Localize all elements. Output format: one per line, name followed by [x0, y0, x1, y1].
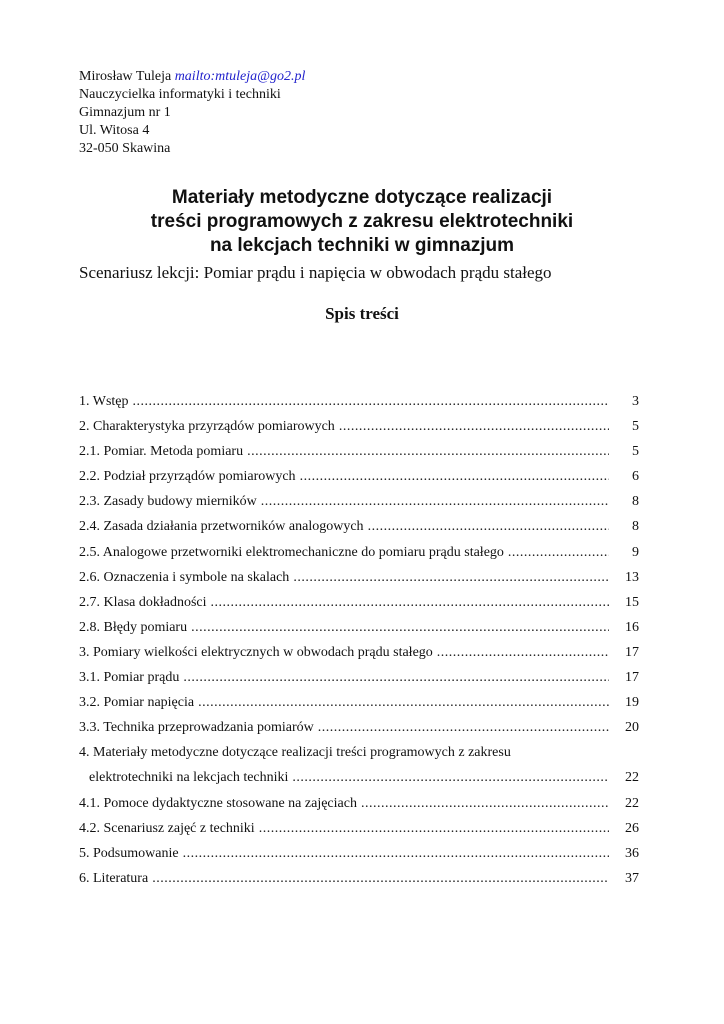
toc-entry-title: 2.7. Klasa dokładności .....: [79, 593, 609, 613]
toc-entry[interactable]: [79, 819, 644, 844]
toc-entry[interactable]: [79, 568, 644, 593]
toc-entry-page: 13: [625, 569, 639, 585]
document-title: [40, 186, 684, 258]
toc-entry[interactable]: [79, 718, 644, 743]
toc-entry[interactable]: [79, 618, 644, 643]
author-school: Gimnazjum nr 1: [79, 105, 171, 120]
title-line-2: treści programowych z zakresu elektrotechniki: [150, 211, 574, 232]
toc-entry[interactable]: [79, 593, 644, 618]
toc-entry-page: 3: [632, 394, 639, 409]
toc-entry-page: 8: [632, 519, 639, 535]
author-block: [79, 68, 305, 158]
author-email-link[interactable]: mailto:mtuleja@go2.pl: [174, 69, 306, 84]
table-of-contents: [79, 392, 644, 894]
toc-entry[interactable]: [79, 693, 644, 718]
toc-entry[interactable]: [79, 844, 644, 869]
toc-entry-title: 6. Literatura .....: [79, 869, 609, 889]
toc-entry-title: 4.2. Scenariusz zajęć z techniki .....: [79, 819, 609, 839]
toc-entry-page: 5: [632, 444, 639, 460]
toc-entry-title: 2.4. Zasada działania przetworników analogowych .....: [79, 517, 609, 537]
toc-entry-title: 3.1. Pomiar prądu .....: [79, 668, 609, 688]
toc-entry-title: 2.5. Analogowe przetworniki elektromechaniczne do pomiaru prądu stałego .....: [79, 543, 609, 563]
toc-entry-title: 3. Pomiary wielkości elektrycznych w obwodach prądu stałego .....: [79, 643, 609, 663]
author-name: Mirosław Tuleja: [79, 69, 172, 84]
toc-entry[interactable]: [79, 543, 644, 568]
toc-entry-page: 5: [632, 419, 639, 435]
toc-entry[interactable]: [79, 467, 644, 492]
toc-entry-title: 2.8. Błędy pomiaru .....: [79, 618, 609, 638]
toc-heading: Spis treści: [325, 304, 399, 323]
toc-entry-title: 4. Materiały metodyczne dotyczące realizacji treści programowych z zakresu: [79, 745, 511, 761]
toc-entry-page: 6: [632, 469, 639, 485]
toc-entry[interactable]: [79, 417, 644, 442]
toc-entry[interactable]: [79, 492, 644, 517]
author-street: Ul. Witosa 4: [79, 123, 150, 138]
toc-entry-title: 2. Charakterystyka przyrządów pomiarowych .....: [79, 417, 609, 437]
toc-entry-page: 26: [625, 820, 639, 836]
toc-entry[interactable]: [79, 643, 644, 668]
toc-entry-page: 22: [625, 770, 639, 786]
toc-entry[interactable]: [79, 668, 644, 693]
toc-entry[interactable]: [79, 869, 644, 894]
toc-entry-title: 5. Podsumowanie .....: [79, 844, 609, 864]
document-subtitle: Scenariusz lekcji: Pomiar prądu i napięcia w obwodach prądu stałego: [79, 263, 552, 282]
title-line-1: Materiały metodyczne dotyczące realizacji: [171, 187, 553, 208]
toc-entry[interactable]: [79, 517, 644, 542]
toc-entry-page: 20: [625, 720, 639, 736]
toc-entry[interactable]: [79, 442, 644, 467]
toc-entry[interactable]: [79, 392, 644, 417]
toc-entry-page: 36: [625, 845, 639, 861]
toc-entry-title: 3.3. Technika przeprowadzania pomiarów .....: [79, 718, 609, 738]
toc-entry-title: 2.6. Oznaczenia i symbole na skalach .....: [79, 568, 609, 588]
toc-entry-page: 17: [625, 670, 639, 686]
toc-entry-page: 22: [625, 795, 639, 811]
toc-entry-page: 9: [632, 544, 639, 560]
toc-entry-title: 3.2. Pomiar napięcia .....: [79, 693, 609, 713]
toc-entry-title: 2.1. Pomiar. Metoda pomiaru .....: [79, 442, 609, 462]
toc-entry-page: 15: [625, 594, 639, 610]
toc-entry-page: 19: [625, 695, 639, 711]
toc-entry-title: 2.3. Zasady budowy mierników .....: [79, 492, 609, 512]
toc-entry-page: 17: [625, 644, 639, 660]
author-city: 32-050 Skawina: [79, 141, 171, 156]
toc-entry-title: 2.2. Podział przyrządów pomiarowych .....: [79, 467, 609, 487]
toc-entry-title: 4.1. Pomoce dydaktyczne stosowane na zajęciach .....: [79, 794, 609, 814]
toc-entry-title: 1. Wstęp .....: [79, 392, 609, 412]
toc-entry[interactable]: [79, 794, 644, 819]
toc-entry-page: 37: [625, 870, 639, 886]
title-line-3: na lekcjach techniki w gimnazjum: [209, 235, 515, 256]
author-role: Nauczycielka informatyki i techniki: [79, 87, 281, 102]
toc-entry-page: 16: [625, 619, 639, 635]
toc-entry[interactable]: [79, 743, 644, 768]
toc-entry-title: elektrotechniki na lekcjach techniki .....: [89, 768, 609, 788]
toc-entry[interactable]: [79, 768, 644, 793]
author-name-row: [79, 68, 305, 86]
toc-entry-page: 8: [632, 494, 639, 510]
